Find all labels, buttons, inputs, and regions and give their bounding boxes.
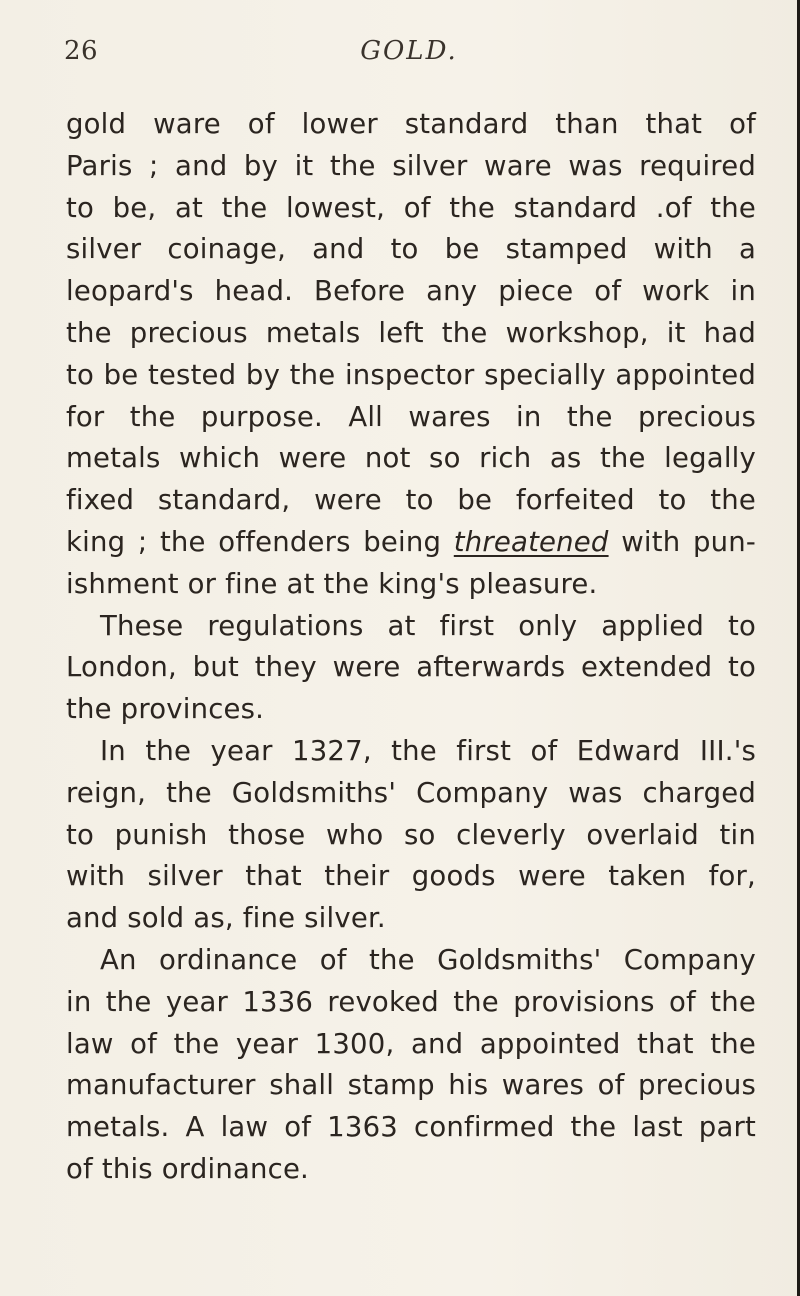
text-segment: with pun- xyxy=(608,525,756,558)
running-head: GOLD. xyxy=(360,36,458,66)
page-number: 26 xyxy=(64,36,99,66)
text-line: law of the year 1300, and appointed that the xyxy=(66,1027,756,1060)
paragraph-start-line: These regulations at first only applied to xyxy=(100,609,756,642)
text-line: with silver that their goods were taken for, xyxy=(66,860,756,893)
text-line: and sold as, fine silver. xyxy=(66,902,386,935)
text-line: London, but they were afterwards extended to xyxy=(66,651,756,684)
paragraph-start-line: An ordinance of the Goldsmiths' Company xyxy=(100,943,756,976)
text-line: leopard's head. Before any piece of work in xyxy=(66,275,756,308)
body-text xyxy=(66,104,756,1191)
text-line xyxy=(66,522,756,564)
text-line: gold ware of lower standard than that of xyxy=(66,108,756,140)
text-line: to be, at the lowest, of the standard .of the xyxy=(66,191,756,224)
text-line: metals. A law of 1363 confirmed the last part xyxy=(66,1111,756,1144)
text-line: ishment or fine at the king's pleasure. xyxy=(66,567,598,600)
text-segment: king ; the offenders being xyxy=(66,525,454,558)
page-header xyxy=(64,36,754,76)
text-line: silver coinage, and to be stamped with a xyxy=(66,233,756,266)
text-line: fixed standard, were to be forfeited to the xyxy=(66,484,756,517)
text-line: the precious metals left the workshop, it had xyxy=(66,316,756,349)
emphasized-word: threatened xyxy=(453,525,609,558)
text-line: manufacturer shall stamp his wares of precious xyxy=(66,1069,756,1102)
text-line: in the year 1336 revoked the provisions of the xyxy=(66,985,756,1018)
text-line: of this ordinance. xyxy=(66,1152,310,1185)
text-line: the provinces. xyxy=(66,693,265,726)
text-line: to punish those who so cleverly overlaid tin xyxy=(66,818,756,851)
paragraph-start-line: In the year 1327, the first of Edward III.'s xyxy=(100,734,756,767)
text-line: to be tested by the inspector specially appointed xyxy=(66,358,756,391)
text-line: for the purpose. All wares in the precious xyxy=(66,400,756,433)
text-line: reign, the Goldsmiths' Company was charged xyxy=(66,776,756,809)
text-line: metals which were not so rich as the legally xyxy=(66,442,756,475)
text-line: Paris ; and by it the silver ware was required xyxy=(66,149,756,182)
